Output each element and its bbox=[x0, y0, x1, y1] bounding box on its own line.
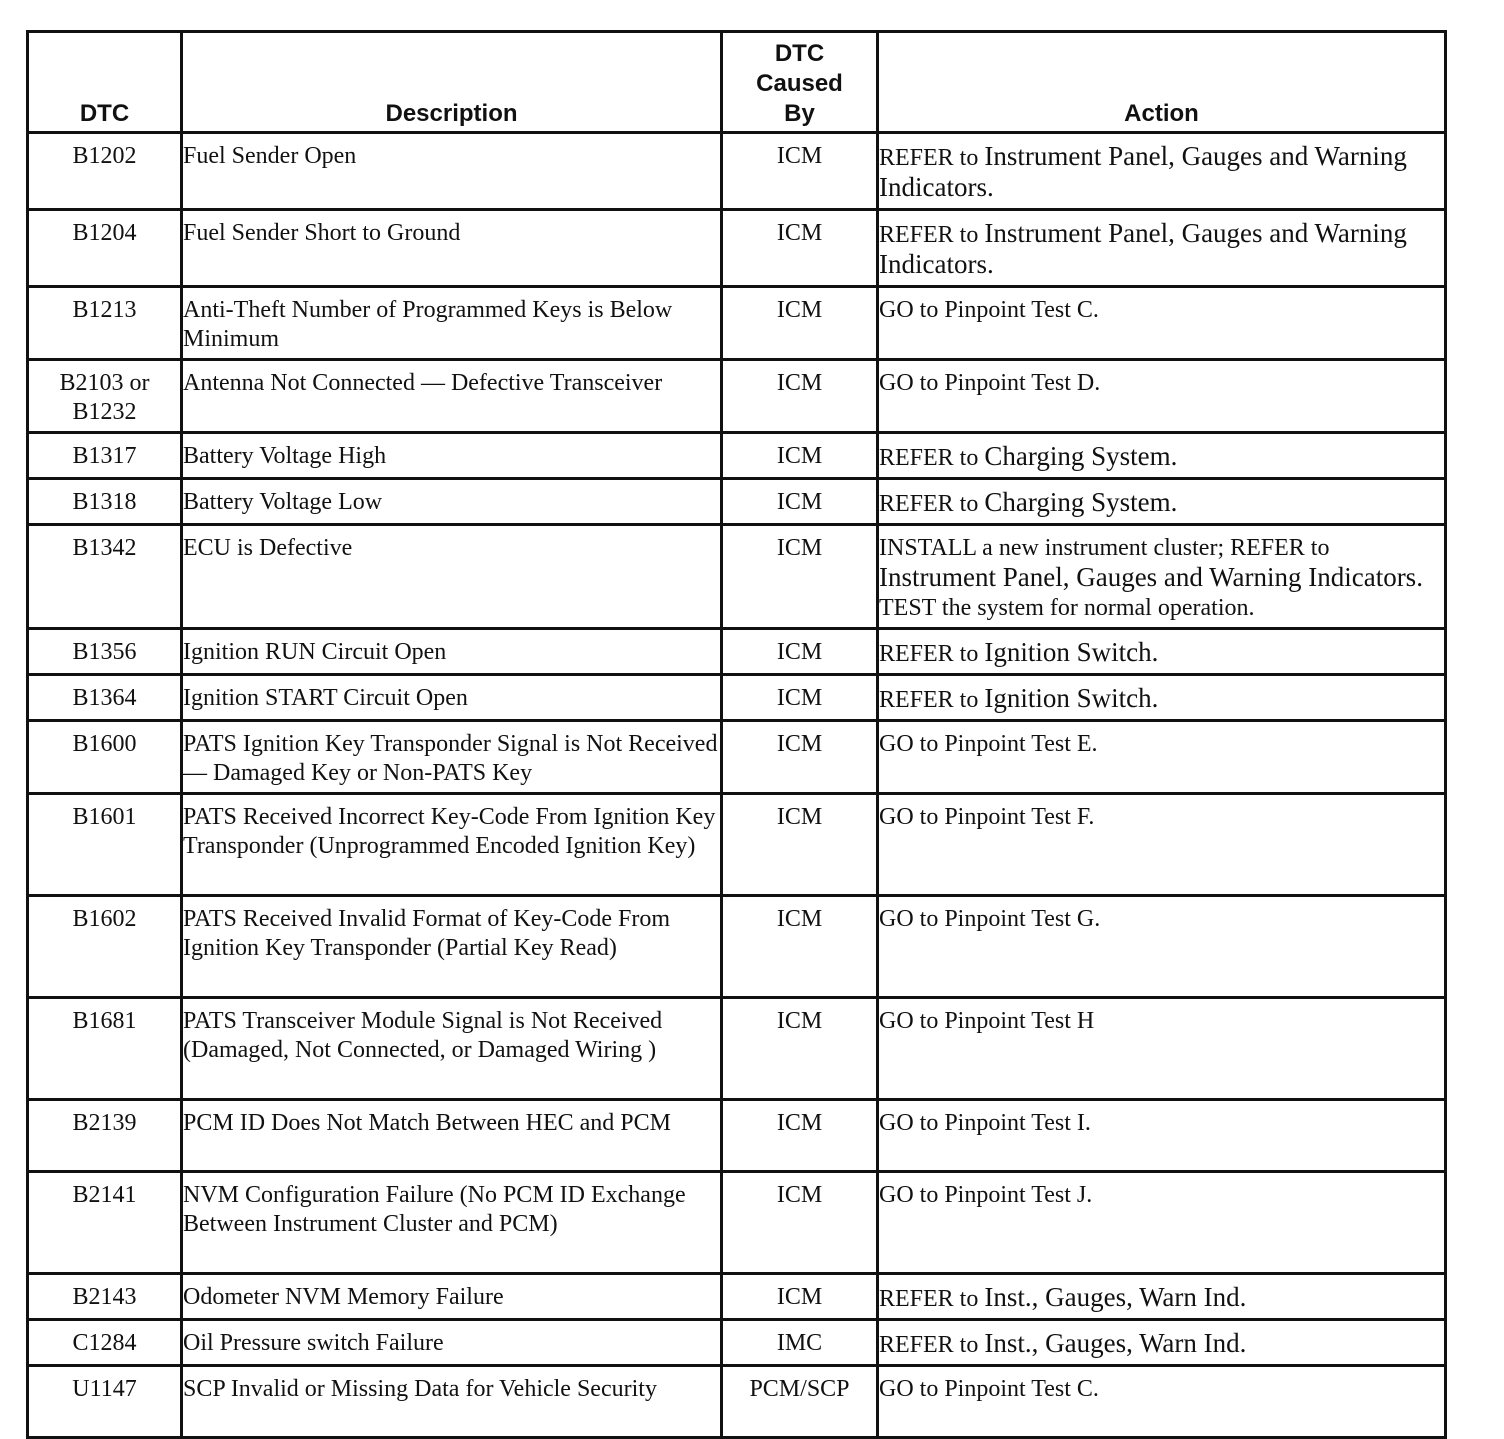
description-cell: PATS Received Incorrect Key-Code From Ignition Key Transponder (Unprogrammed Encoded Ignition Key) bbox=[182, 794, 722, 896]
dtc-code-cell: U1147 bbox=[28, 1366, 182, 1438]
table-row bbox=[28, 133, 1446, 210]
description-cell: Antenna Not Connected — Defective Transceiver bbox=[182, 360, 722, 433]
table-row bbox=[28, 1172, 1446, 1274]
table-row bbox=[28, 479, 1446, 525]
action-prefix: REFER to bbox=[879, 1332, 979, 1358]
action-cell bbox=[878, 210, 1446, 287]
dtc-code-cell: B1601 bbox=[28, 794, 182, 896]
description-cell: PATS Transceiver Module Signal is Not Received (Damaged, Not Connected, or Damaged Wiring ) bbox=[182, 998, 722, 1100]
caused-by-cell: IMC bbox=[722, 1320, 878, 1366]
action-cell bbox=[878, 1320, 1446, 1366]
action-text: Instrument Panel, Gauges and Warning Indicators. bbox=[879, 141, 1407, 202]
caused-by-cell: ICM bbox=[722, 287, 878, 360]
action-prefix: REFER to bbox=[879, 1286, 979, 1312]
action-cell bbox=[878, 629, 1446, 675]
table-row bbox=[28, 794, 1446, 896]
header-caused-by bbox=[722, 32, 878, 133]
table-row bbox=[28, 629, 1446, 675]
caused-by-cell: ICM bbox=[722, 721, 878, 794]
table-row bbox=[28, 1320, 1446, 1366]
header-dtc: DTC bbox=[28, 32, 182, 133]
header-row bbox=[28, 32, 1446, 133]
description-cell: Fuel Sender Short to Ground bbox=[182, 210, 722, 287]
action-text: Ignition Switch. bbox=[984, 637, 1159, 667]
description-cell: SCP Invalid or Missing Data for Vehicle Security bbox=[182, 1366, 722, 1438]
action-text: Inst., Gauges, Warn Ind. bbox=[984, 1282, 1247, 1312]
action-prefix: REFER to bbox=[879, 222, 979, 248]
caused-by-cell: ICM bbox=[722, 1100, 878, 1172]
caused-by-cell: ICM bbox=[722, 998, 878, 1100]
dtc-code-cell: B1356 bbox=[28, 629, 182, 675]
action-cell bbox=[878, 1366, 1446, 1438]
table-row bbox=[28, 210, 1446, 287]
action-cell bbox=[878, 287, 1446, 360]
table-row bbox=[28, 998, 1446, 1100]
action-cell bbox=[878, 433, 1446, 479]
description-cell: Ignition START Circuit Open bbox=[182, 675, 722, 721]
table-row bbox=[28, 721, 1446, 794]
header-caused-by-line: DTC bbox=[774, 40, 825, 67]
caused-by-cell: ICM bbox=[722, 794, 878, 896]
action-prefix: INSTALL a new instrument cluster; REFER to bbox=[879, 535, 1330, 561]
action-suffix: TEST the system for normal operation. bbox=[879, 595, 1255, 621]
description-cell: Battery Voltage Low bbox=[182, 479, 722, 525]
table-row bbox=[28, 287, 1446, 360]
action-cell bbox=[878, 525, 1446, 629]
action-cell bbox=[878, 479, 1446, 525]
action-text: GO to Pinpoint Test F. bbox=[879, 804, 1095, 830]
dtc-code-cell: B1213 bbox=[28, 287, 182, 360]
dtc-code-cell: B1600 bbox=[28, 721, 182, 794]
action-text: GO to Pinpoint Test I. bbox=[879, 1110, 1091, 1136]
dtc-code-cell: B1681 bbox=[28, 998, 182, 1100]
dtc-code-cell: B1202 bbox=[28, 133, 182, 210]
caused-by-cell: ICM bbox=[722, 896, 878, 998]
table-row bbox=[28, 675, 1446, 721]
description-cell: Odometer NVM Memory Failure bbox=[182, 1274, 722, 1320]
caused-by-cell: ICM bbox=[722, 1172, 878, 1274]
caused-by-cell: ICM bbox=[722, 433, 878, 479]
dtc-code-cell: B1364 bbox=[28, 675, 182, 721]
action-text: GO to Pinpoint Test E. bbox=[879, 731, 1098, 757]
action-cell bbox=[878, 794, 1446, 896]
dtc-code-cell: B1317 bbox=[28, 433, 182, 479]
action-text: GO to Pinpoint Test J. bbox=[879, 1182, 1093, 1208]
action-text: GO to Pinpoint Test C. bbox=[879, 297, 1099, 323]
caused-by-cell: ICM bbox=[722, 629, 878, 675]
action-cell bbox=[878, 896, 1446, 998]
action-text: Charging System. bbox=[984, 487, 1178, 517]
description-cell: PATS Received Invalid Format of Key-Code From Ignition Key Transponder (Partial Key Read) bbox=[182, 896, 722, 998]
caused-by-cell: ICM bbox=[722, 1274, 878, 1320]
description-cell: PATS Ignition Key Transponder Signal is Not Received — Damaged Key or Non-PATS Key bbox=[182, 721, 722, 794]
dtc-code-cell: C1284 bbox=[28, 1320, 182, 1366]
action-prefix: REFER to bbox=[879, 445, 979, 471]
action-prefix: REFER to bbox=[879, 687, 979, 713]
action-text: GO to Pinpoint Test H bbox=[879, 1008, 1095, 1034]
table-row bbox=[28, 525, 1446, 629]
action-text: Instrument Panel, Gauges and Warning Indicators. bbox=[879, 562, 1423, 592]
action-text: GO to Pinpoint Test G. bbox=[879, 906, 1101, 932]
action-cell bbox=[878, 998, 1446, 1100]
description-cell: Oil Pressure switch Failure bbox=[182, 1320, 722, 1366]
description-cell: PCM ID Does Not Match Between HEC and PCM bbox=[182, 1100, 722, 1172]
action-text: Inst., Gauges, Warn Ind. bbox=[984, 1328, 1247, 1358]
dtc-code-cell: B1318 bbox=[28, 479, 182, 525]
header-caused-by-line: By bbox=[784, 100, 815, 127]
action-text: GO to Pinpoint Test D. bbox=[879, 370, 1101, 396]
action-text: Ignition Switch. bbox=[984, 683, 1159, 713]
table-row bbox=[28, 360, 1446, 433]
table-row bbox=[28, 433, 1446, 479]
action-cell bbox=[878, 133, 1446, 210]
description-cell: Anti-Theft Number of Programmed Keys is Below Minimum bbox=[182, 287, 722, 360]
action-prefix: REFER to bbox=[879, 491, 979, 517]
header-caused-by-line: Caused bbox=[756, 70, 843, 97]
action-cell bbox=[878, 1274, 1446, 1320]
caused-by-cell: ICM bbox=[722, 133, 878, 210]
description-cell: Battery Voltage High bbox=[182, 433, 722, 479]
caused-by-cell: ICM bbox=[722, 210, 878, 287]
dtc-table bbox=[26, 30, 1447, 1439]
action-cell bbox=[878, 721, 1446, 794]
dtc-code-cell: B1204 bbox=[28, 210, 182, 287]
table-row bbox=[28, 1274, 1446, 1320]
action-cell bbox=[878, 1100, 1446, 1172]
caused-by-cell: ICM bbox=[722, 479, 878, 525]
dtc-code-cell: B2141 bbox=[28, 1172, 182, 1274]
action-text: GO to Pinpoint Test C. bbox=[879, 1376, 1099, 1402]
header-action: Action bbox=[878, 32, 1446, 133]
dtc-code-cell: B2139 bbox=[28, 1100, 182, 1172]
caused-by-cell: ICM bbox=[722, 675, 878, 721]
table-row bbox=[28, 896, 1446, 998]
description-cell: Ignition RUN Circuit Open bbox=[182, 629, 722, 675]
caused-by-cell: ICM bbox=[722, 360, 878, 433]
dtc-code-cell: B1602 bbox=[28, 896, 182, 998]
action-cell bbox=[878, 1172, 1446, 1274]
header-description: Description bbox=[182, 32, 722, 133]
table-row bbox=[28, 1100, 1446, 1172]
table-row bbox=[28, 1366, 1446, 1438]
dtc-code-cell: B1342 bbox=[28, 525, 182, 629]
dtc-code-cell: B2103 or B1232 bbox=[28, 360, 182, 433]
action-cell bbox=[878, 675, 1446, 721]
description-cell: Fuel Sender Open bbox=[182, 133, 722, 210]
dtc-code-cell: B2143 bbox=[28, 1274, 182, 1320]
action-prefix: REFER to bbox=[879, 641, 979, 667]
caused-by-cell: PCM/SCP bbox=[722, 1366, 878, 1438]
action-text: Charging System. bbox=[984, 441, 1178, 471]
action-cell bbox=[878, 360, 1446, 433]
action-prefix: REFER to bbox=[879, 145, 979, 171]
action-text: Instrument Panel, Gauges and Warning Indicators. bbox=[879, 218, 1407, 279]
description-cell: NVM Configuration Failure (No PCM ID Exchange Between Instrument Cluster and PCM) bbox=[182, 1172, 722, 1274]
description-cell: ECU is Defective bbox=[182, 525, 722, 629]
caused-by-cell: ICM bbox=[722, 525, 878, 629]
